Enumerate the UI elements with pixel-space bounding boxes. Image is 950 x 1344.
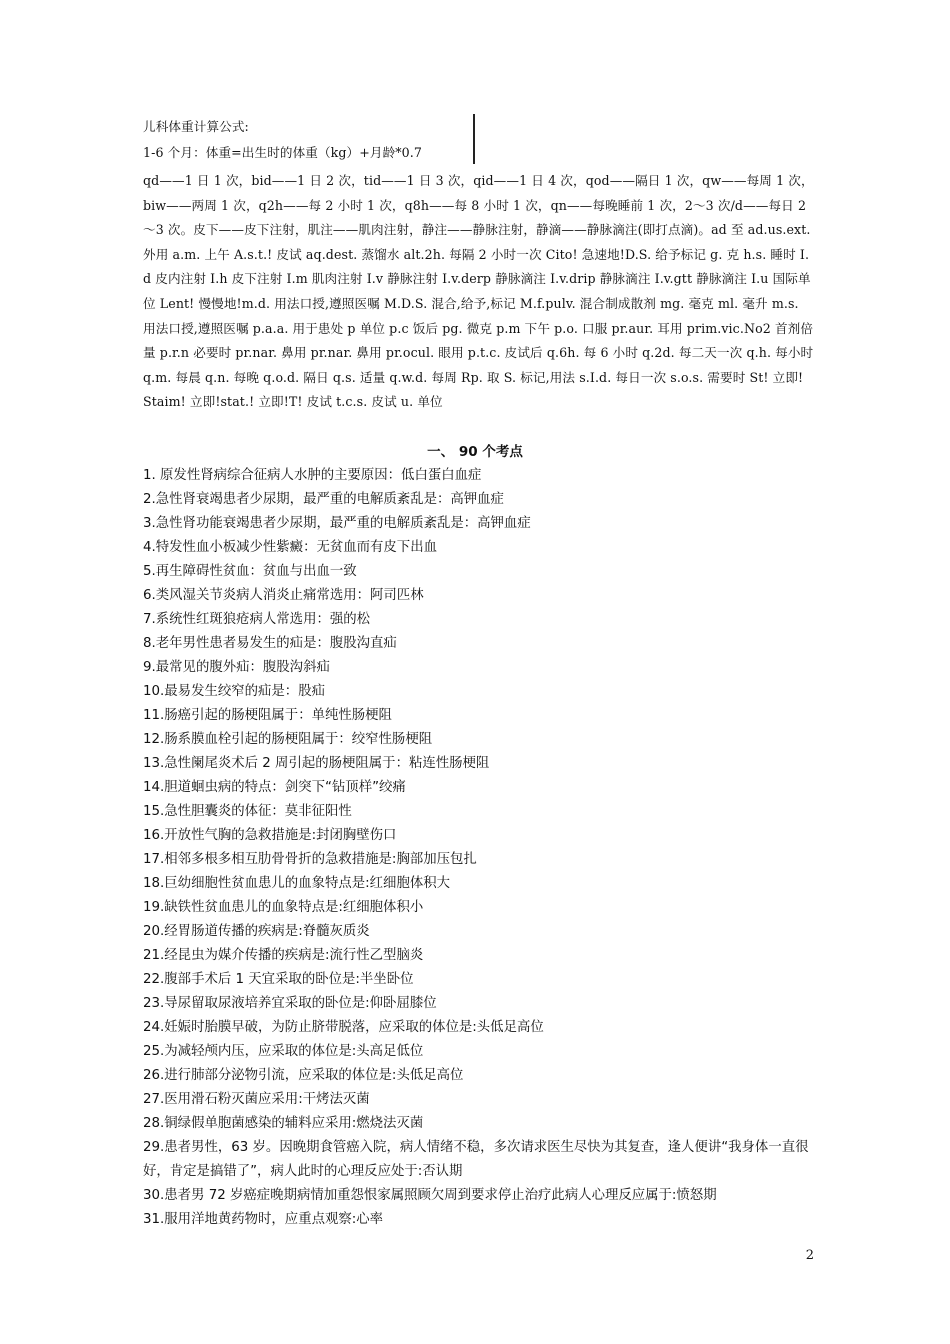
section-heading: 一、 90 个考点 — [427, 444, 523, 460]
weight-formula-block — [143, 114, 815, 166]
list-item: 15.急性胆囊炎的体征：莫非征阳性 — [143, 804, 352, 819]
list-item: 14.胆道蛔虫病的特点：剑突下“钻顶样”绞痛 — [143, 780, 406, 795]
list-item: 20.经胃肠道传播的疾病是:脊髓灰质炎 — [143, 924, 370, 939]
list-item: 24.妊娠时胎膜早破，为防止脐带脱落，应采取的体位是:头低足高位 — [143, 1020, 544, 1035]
list-item: 30.患者男 72 岁癌症晚期病情加重怨恨家属照顾欠周到要求停止治疗此病人心理反应属于:愤怒期 — [143, 1188, 717, 1203]
list-item: 8.老年男性患者易发生的疝是：腹股沟直疝 — [143, 636, 397, 651]
list-item: 5.再生障碍性贫血：贫血与出血一致 — [143, 564, 357, 579]
list-item: 2.急性肾衰竭患者少尿期，最严重的电解质紊乱是：高钾血症 — [143, 492, 504, 507]
list-item: 19.缺铁性贫血患儿的血象特点是:红细胞体积小 — [143, 900, 424, 915]
list-item: 31.服用洋地黄药物时，应重点观察:心率 — [143, 1212, 384, 1227]
list-item: 9.最常见的腹外疝：腹股沟斜疝 — [143, 660, 330, 675]
list-item: 4.特发性血小板减少性紫癜：无贫血而有皮下出血 — [143, 540, 437, 555]
list-item: 17.相邻多根多相互肋骨骨折的急救措施是:胸部加压包扎 — [143, 852, 477, 867]
prescription-abbreviations: qd——1 日 1 次，bid——1 日 2 次，tid——1 日 3 次，qid——1 日 4 次，qod——隔日 1 次，qw——每周 1 次，biw——两周 1 次，q2h——每 2 小时 1 次，q8h——每 8 小时 1 次，qn——每晚睡前 1 次，2～3 次/d——每日 2～3 次。皮下——皮下注射，肌注——肌肉注射，静注——静脉注射，静滴——静脉滴注(即打点滴)。ad 至 ad.us.ext. 外用 a.m. 上午 A.s.t.! 皮试 aq.dest. 蒸馏水 alt.2h. 每隔 2 小时一次 Cito! 急速地!D.S. 给予标记 g. 克 h.s. 睡时 I.d 皮内注射 I.h 皮下注射 I.m 肌肉注射 I.v 静脉注射 I.v.derp 静脉滴注 I.v.drip 静脉滴注 I.v.gtt 静脉滴注 I.u 国际单位 Lent! 慢慢地!m.d. 用法口授,遵照医嘱 M.D.S. 混合,给予,标记 M.f.pulv. 混合制成散剂 mg. 毫克 ml. 毫升 m.s. 用法口授,遵照医嘱 p.a.a. 用于患处 p 单位 p.c 饭后 pg. 微克 p.m 下午 p.o. 口服 pr.aur. 耳用 prim.vic.No2 首剂倍量 p.r.n 必要时 pr.nar. 鼻用 pr.nar. 鼻用 pr.ocul. 眼用 p.t.c. 皮试后 q.6h. 每 6 小时 q.2d. 每二天一次 q.h. 每小时 q.m. 每晨 q.n. 每晚 q.o.d. 隔日 q.s. 适量 q.w.d. 每周 Rp. 取 S. 标记,用法 s.I.d. 每日一次 s.o.s. 需要时 St! 立即! Staim! 立即!stat.! 立即!T! 皮试 t.c.s. 皮试 u. 单位 — [143, 173, 814, 410]
list-item: 1. 原发性肾病综合征病人水肿的主要原因：低白蛋白血症 — [143, 468, 482, 483]
list-item: 6.类风湿关节炎病人消炎止痛常选用：阿司匹林 — [143, 588, 424, 603]
list-item: 26.进行肺部分泌物引流，应采取的体位是:头低足高位 — [143, 1068, 464, 1083]
list-item: 11.肠癌引起的肠梗阻属于：单纯性肠梗阻 — [143, 708, 392, 723]
list-item: 7.系统性红斑狼疮病人常选用：强的松 — [143, 612, 371, 627]
list-item: 16.开放性气胸的急救措施是:封闭胸壁伤口 — [143, 828, 397, 843]
page-number: 2 — [805, 1248, 814, 1263]
list-item: 18.巨幼细胞性贫血患儿的血象特点是:红细胞体积大 — [143, 876, 451, 891]
list-item: 21.经昆虫为媒介传播的疾病是:流行性乙型脑炎 — [143, 948, 424, 963]
exam-points-list — [143, 464, 815, 1232]
list-item: 10.最易发生绞窄的疝是：股疝 — [143, 684, 325, 699]
list-item: 27.医用滑石粉灭菌应采用:干烤法灭菌 — [143, 1092, 370, 1107]
list-item: 22.腹部手术后 1 天宜采取的卧位是:半坐卧位 — [143, 972, 414, 987]
list-item: 12.肠系膜血栓引起的肠梗阻属于：绞窄性肠梗阻 — [143, 732, 433, 747]
list-item: 13.急性阑尾炎术后 2 周引起的肠梗阻属于：粘连性肠梗阻 — [143, 756, 490, 771]
list-item: 28.铜绿假单胞菌感染的辅料应采用:燃烧法灭菌 — [143, 1116, 424, 1131]
list-item: 3.急性肾功能衰竭患者少尿期，最严重的电解质紊乱是：高钾血症 — [143, 516, 531, 531]
list-item: 25.为减轻颅内压，应采取的体位是:头高足低位 — [143, 1044, 424, 1059]
list-item: 29.患者男性，63 岁。因晚期食管癌入院，病人情绪不稳，多次请求医生尽快为其复查，逢人便讲“我身体一直很好，肯定是搞错了”，病人此时的心理反应处于:否认期 — [143, 1140, 809, 1179]
formula-title: 儿科体重计算公式: — [143, 119, 249, 134]
list-item: 23.导尿留取尿液培养宜采取的卧位是:仰卧屈膝位 — [143, 996, 437, 1011]
formula-line: 1-6 个月：体重=出生时的体重（kg）+月龄*0.7 — [143, 145, 423, 160]
